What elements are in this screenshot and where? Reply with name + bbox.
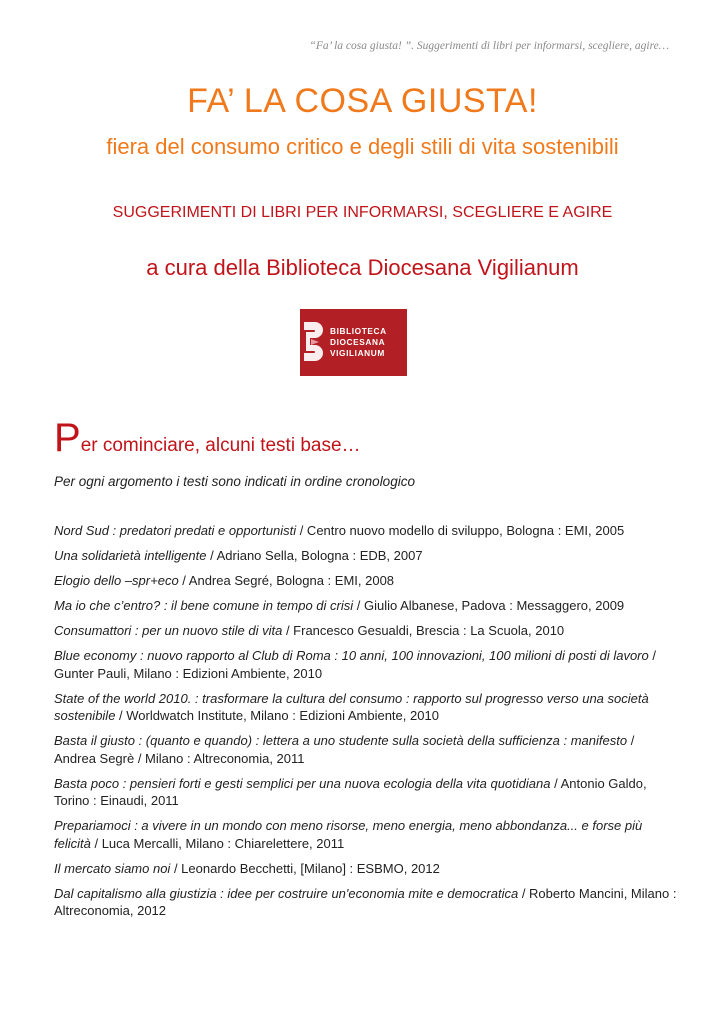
book-details: / Francesco Gesualdi, Brescia : La Scuola, 2010 xyxy=(282,623,565,638)
book-entry xyxy=(54,622,679,640)
book-entry xyxy=(54,732,679,767)
book-entry xyxy=(54,547,679,565)
book-entry xyxy=(54,775,679,810)
book-details: / Adriano Sella, Bologna : EDB, 2007 xyxy=(206,548,423,563)
curator-line: a cura della Biblioteca Diocesana Vigilianum xyxy=(146,255,579,280)
book-details: / Gunter Pauli, Milano : Edizioni Ambiente, 2010 xyxy=(54,648,656,681)
book-details: / Giulio Albanese, Padova : Messaggero, 2009 xyxy=(353,598,625,613)
book-title: Dal capitalismo alla giustizia : idee per costruire un'economia mite e democratica xyxy=(54,885,519,901)
book-title: Nord Sud : predatori predati e opportunisti xyxy=(54,523,297,538)
book-title: Prepariamoci : a vivere in un mondo con meno risorse, meno energia, meno abbondanza... e forse più felicità xyxy=(54,818,643,851)
book-entry xyxy=(54,885,679,920)
section-dropcap: P xyxy=(54,416,81,460)
section-heading-text: er cominciare, alcuni testi base… xyxy=(80,435,361,456)
book-entry xyxy=(54,572,679,590)
logo-line-3: VIGILIANUM xyxy=(330,348,385,358)
book-title: Consumattori : per un nuovo stile di vita xyxy=(54,623,283,638)
logo-mark-icon xyxy=(300,309,330,376)
book-details: / Andrea Segrè / Milano : Altreconomia, 2011 xyxy=(54,733,635,766)
book-title: State of the world 2010. : trasformare la cultura del consumo : rapporto sul progresso verso una società sostenibile xyxy=(54,690,649,723)
book-entry xyxy=(54,690,679,725)
book-title: Basta il giusto : (quanto e quando) : lettera a uno studente sulla società della sufficienza : manifesto xyxy=(54,733,628,748)
section-heading xyxy=(54,418,361,458)
book-details: / Luca Mercalli, Milano : Chiarelettere, 2011 xyxy=(90,835,345,851)
book-entry xyxy=(54,647,679,682)
book-details: / Roberto Mancini, Milano : Altreconomia, 2012 xyxy=(54,885,677,918)
book-title: Basta poco : pensieri forti e gesti semplici per una nuova ecologia della vita quotidiana xyxy=(54,775,551,791)
section-note: Per ogni argomento i testi sono indicati in ordine cronologico xyxy=(54,474,415,489)
suggestions-heading: SUGGERIMENTI DI LIBRI PER INFORMARSI, SCEGLIERE E AGIRE xyxy=(112,204,613,221)
logo-line-2: DIOCESANA xyxy=(330,337,386,347)
book-entry xyxy=(54,817,679,852)
book-entry xyxy=(54,860,679,878)
logo-line-1: BIBLIOTECA xyxy=(330,326,387,336)
library-logo xyxy=(300,309,407,376)
page-subtitle: fiera del consumo critico e degli stili di vita sostenibili xyxy=(106,134,619,159)
book-title: Blue economy : nuovo rapporto al Club di Roma : 10 anni, 100 innovazioni, 100 milioni di posti di lavoro xyxy=(54,648,649,663)
book-details: / Worldwatch Institute, Milano : Edizioni Ambiente, 2010 xyxy=(115,708,439,723)
book-entry xyxy=(54,597,679,615)
running-header: “Fa’ la cosa giusta! ”. Suggerimenti di libri per informarsi, scegliere, agire… xyxy=(309,40,669,52)
logo-text xyxy=(330,326,387,359)
book-details: / Antonio Galdo, Torino : Einaudi, 2011 xyxy=(54,775,647,808)
page-title: FA’ LA COSA GIUSTA! xyxy=(187,82,538,120)
book-details: / Centro nuovo modello di sviluppo, Bologna : EMI, 2005 xyxy=(296,523,625,538)
book-list xyxy=(54,522,679,927)
book-details: / Leonardo Becchetti, [Milano] : ESBMO, 2012 xyxy=(170,860,440,876)
book-title: Ma io che c’entro? : il bene comune in tempo di crisi xyxy=(54,598,354,613)
book-title: Il mercato siamo noi xyxy=(54,860,171,876)
book-details: / Andrea Segré, Bologna : EMI, 2008 xyxy=(178,573,395,588)
book-entry xyxy=(54,522,679,540)
book-title: Una solidarietà intelligente xyxy=(54,548,207,563)
book-title: Elogio dello –spr+eco xyxy=(54,573,179,588)
